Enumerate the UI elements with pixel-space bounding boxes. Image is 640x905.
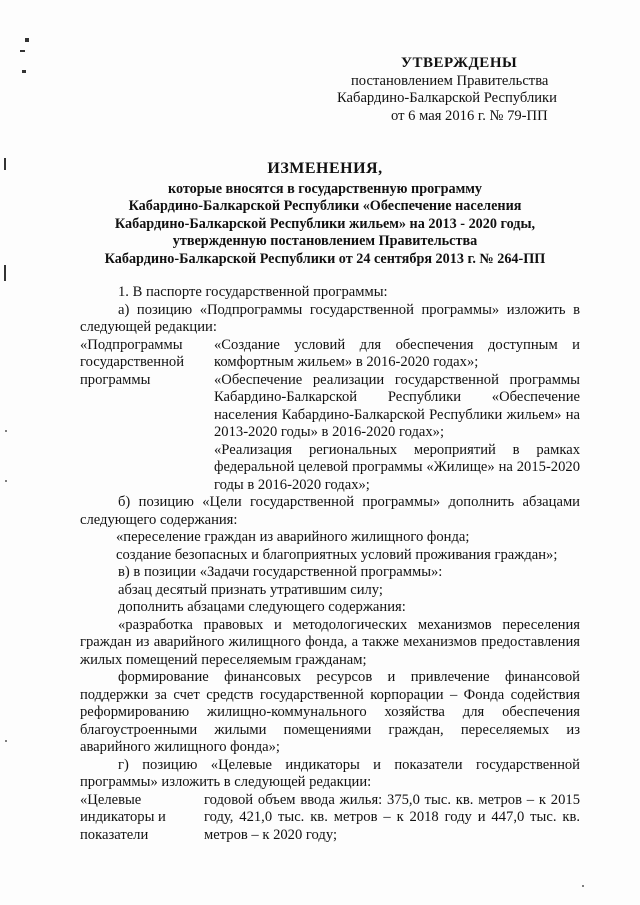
title-line: Кабардино-Балкарской Республики «Обеспечение населения	[128, 198, 522, 214]
title-line: Кабардино-Балкарской Республики жильем» на 2013 - 2020 годы,	[114, 215, 536, 232]
paragraph: «разработка правовых и методологических механизмов переселения граждан из аварийного жилищного фонда, а также механизмов предоставления жилых помещений переселяемым гражданам;	[80, 616, 580, 668]
document-body	[80, 284, 580, 844]
subprogram-item: «Создание условий для обеспечения доступным и комфортным жильем» в 2016-2020 годах»;	[214, 336, 580, 370]
approval-block	[337, 55, 577, 125]
subprogram-item: «Обеспечение реализации государственной программы Кабардино-Балкарской Республики «Обеспечение населения Кабардино-Балкарской Республики жильем» на 2013-2020 годы» в 2016-2020 годах»;	[214, 371, 580, 440]
subprogram-item: «Реализация региональных мероприятий в рамках федеральной целевой программы «Жилище» на 2015-2020 годы в 2016-2020 годах»;	[214, 441, 580, 493]
title-line: которые вносятся в государственную программу	[167, 180, 483, 197]
paragraph: в) в позиции «Задачи государственной программы»:	[118, 564, 443, 580]
paragraph: абзац десятый признать утратившим силу;	[118, 581, 383, 598]
scan-mark	[4, 265, 6, 281]
paragraph: а) позицию «Подпрограммы государственной программы» изложить в следующей редакции:	[80, 301, 580, 335]
scan-mark	[5, 430, 7, 432]
title-main: ИЗМЕНЕНИЯ,	[267, 160, 383, 177]
title-line: Кабардино-Балкарской Республики от 24 сентября 2013 г. № 264-ПП	[104, 250, 546, 267]
paragraph: дополнить абзацами следующего содержания:	[118, 599, 406, 615]
paragraph: формирование финансовых ресурсов и привлечение финансовой поддержки за счет средств государственной корпорации – Фонда содействия реформированию жилищно-коммунального хозяйства для обеспечения благоустроенными жилыми помещениями граждан, переселяемых из аварийного жилищного фонда»;	[80, 669, 580, 755]
table-label: «Подпрограммы государственной программы	[80, 336, 185, 388]
document-title	[90, 160, 560, 268]
scan-mark	[582, 885, 584, 887]
paragraph: 1. В паспорте государственной программы:	[118, 284, 388, 300]
scan-mark	[20, 50, 25, 52]
approval-line: Кабардино-Балкарской Республики	[337, 90, 557, 106]
title-line: утвержденную постановлением Правительства	[172, 233, 478, 249]
approval-line: постановлением Правительства	[351, 72, 549, 89]
subprograms-table-row	[80, 337, 580, 495]
scan-mark	[22, 70, 26, 73]
paragraph: «переселение граждан из аварийного жилищного фонда;	[116, 529, 470, 545]
scan-mark	[5, 740, 7, 742]
approval-heading: УТВЕРЖДЕНЫ	[401, 55, 518, 71]
scan-mark	[25, 38, 29, 42]
scan-mark	[4, 158, 6, 170]
table-value	[204, 792, 580, 845]
scan-mark	[5, 480, 7, 482]
table-value	[214, 337, 580, 495]
table-label: «Целевые индикаторы и показатели	[80, 791, 166, 843]
paragraph: создание безопасных и благоприятных условий проживания граждан»;	[116, 546, 558, 563]
paragraph: б) позицию «Цели государственной программы» дополнить абзацами следующего содержания:	[80, 494, 580, 528]
indicator-item: годовой объем ввода жилья: 375,0 тыс. кв. метров – к 2015 году, 421,0 тыс. кв. метров – к 2018 году и 447,0 тыс. кв. метров – к 2020 году;	[204, 791, 580, 843]
approval-line: от 6 мая 2016 г. № 79-ПП	[391, 107, 548, 124]
paragraph: г) позицию «Целевые индикаторы и показатели государственной программы» изложить в следующей редакции:	[80, 756, 580, 790]
indicators-table-row	[80, 792, 580, 845]
